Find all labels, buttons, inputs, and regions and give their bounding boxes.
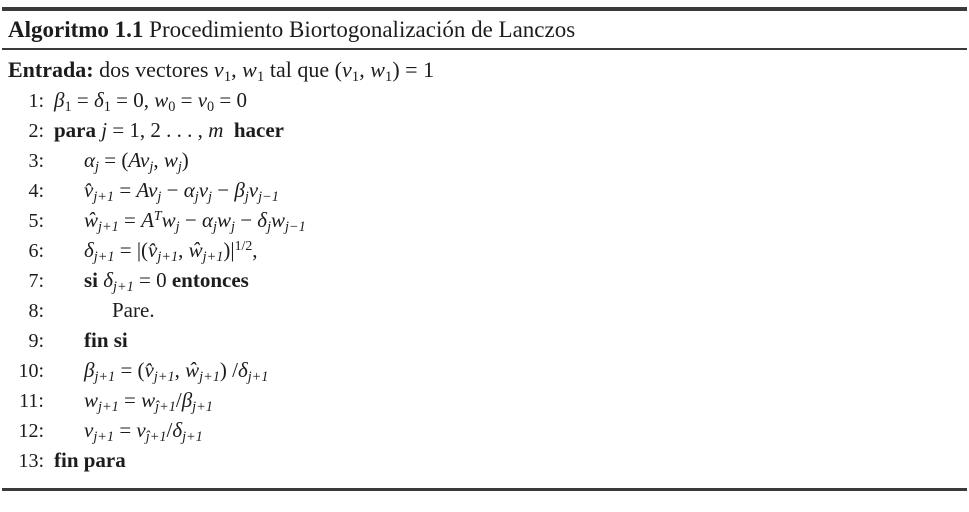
line-number: 11: [19, 390, 44, 412]
math-token: j+1 [247, 368, 269, 385]
math-token: , [252, 238, 258, 262]
line-number: 2: [28, 120, 44, 142]
math-token: Av [136, 178, 158, 202]
math-token: − [179, 208, 202, 232]
math-token: = ( [115, 358, 145, 382]
math-token: )| [223, 238, 235, 262]
math-token: v [341, 57, 352, 82]
math-token: = [175, 88, 198, 112]
math-token: 1 [223, 69, 232, 86]
line-number: 10: [18, 360, 44, 382]
line-content [54, 118, 284, 143]
line-content [54, 388, 213, 413]
math-token: j [244, 188, 249, 205]
math-token: j+1 [182, 428, 203, 445]
math-token: v̂ [148, 238, 158, 262]
math-token: − [234, 208, 258, 232]
math-token: j [213, 218, 217, 235]
math-token: j+1 [202, 248, 224, 265]
math-token: = 1, 2 . . . , [107, 118, 209, 142]
algorithm-line [2, 328, 967, 358]
math-token: j [157, 188, 162, 205]
math-token: 0 [207, 98, 215, 115]
math-token: w [154, 88, 169, 112]
math-token: j+1 [93, 188, 115, 205]
algorithm-line [2, 298, 967, 328]
algorithm-line [2, 178, 967, 208]
math-token: ) [181, 148, 189, 172]
math-token: = [114, 418, 137, 442]
algorithm-line [2, 418, 967, 448]
algorithm-caption [2, 11, 967, 48]
math-token: δ [103, 268, 114, 292]
math-token: A [141, 208, 154, 232]
algorithm-line [2, 238, 967, 268]
math-token: / [175, 388, 182, 412]
math-token: j+1 [94, 368, 116, 385]
math-token: j+1 [98, 398, 119, 415]
math-token: Av [128, 148, 150, 172]
line-number: 8: [28, 300, 44, 322]
math-token: α [201, 208, 213, 232]
math-token: ) = 1 [392, 57, 435, 82]
line-content [54, 328, 128, 353]
algorithm-line [2, 118, 967, 148]
algorithm-line [2, 88, 967, 118]
math-token: 1 [64, 98, 72, 115]
line-number: 4: [28, 180, 44, 202]
math-token: β [54, 88, 65, 112]
line-content [54, 418, 203, 443]
math-token: 1 [103, 98, 111, 115]
math-token: / [166, 418, 173, 442]
math-token: j+1 [93, 428, 115, 445]
math-token: 1 [384, 69, 393, 86]
math-token: hacer [233, 118, 285, 142]
line-number: 7: [28, 270, 44, 292]
math-token: ĵ+1 [155, 398, 176, 415]
algorithm-line [2, 448, 967, 478]
math-token: β [234, 178, 245, 202]
math-token: w [370, 57, 385, 82]
line-content [54, 448, 126, 473]
math-token: j [208, 188, 213, 205]
algorithm-line [2, 208, 967, 238]
math-token: = [118, 208, 142, 232]
math-token: v̂ [144, 358, 154, 382]
math-token: j [267, 218, 272, 235]
math-token: v [84, 418, 94, 442]
math-token: − [161, 178, 184, 202]
math-token: = 0 [133, 268, 172, 292]
math-token: ) / [219, 358, 238, 382]
math-token: 0 [168, 98, 176, 115]
line-number: 1: [28, 90, 44, 112]
algorithm-input-line [2, 50, 967, 87]
math-token: w [242, 57, 257, 82]
math-token: 1 [256, 69, 265, 86]
math-token: ŵ [188, 238, 203, 262]
line-number: 12: [18, 420, 44, 442]
math-token: = 0, [110, 88, 155, 112]
math-token: = [118, 388, 142, 412]
math-token: j−1 [258, 188, 279, 205]
math-token: j [95, 158, 99, 175]
line-content [54, 298, 155, 323]
math-token: w [84, 388, 99, 412]
math-token: δ [237, 358, 248, 382]
math-token: 1/2 [234, 238, 253, 254]
math-token: β [181, 388, 193, 412]
math-token: Entrada: [8, 57, 94, 82]
math-token: tal que ( [264, 57, 342, 82]
math-token: v [213, 57, 224, 82]
math-token: dos vectores [93, 57, 214, 82]
math-token: v [248, 178, 259, 202]
line-content [54, 208, 306, 233]
line-number: 9: [28, 330, 44, 352]
math-token: δ [84, 238, 94, 262]
algorithm-line [2, 388, 967, 418]
math-token: w [161, 208, 176, 232]
math-token: j [194, 188, 199, 205]
math-token: j [177, 158, 182, 175]
math-token: , [359, 57, 371, 82]
math-token: α [84, 148, 96, 172]
math-token: j+1 [157, 248, 179, 265]
line-number: 5: [28, 210, 44, 232]
line-number: 6: [28, 240, 44, 262]
math-token: Algoritmo 1.1 [8, 17, 144, 42]
line-content [54, 148, 189, 173]
math-token: entonces [171, 268, 249, 292]
line-content [54, 88, 247, 113]
math-token: = [71, 88, 94, 112]
math-token: ĵ+1 [145, 428, 167, 445]
math-token: si [84, 268, 104, 292]
math-token: j+1 [192, 398, 213, 415]
algorithm-line [2, 268, 967, 298]
line-number: 3: [28, 150, 44, 172]
math-token: j+1 [113, 278, 134, 295]
algorithm-line [2, 148, 967, 178]
math-token: 1 [351, 69, 360, 86]
math-token: v [136, 418, 146, 442]
algorithm-lines [2, 87, 967, 482]
line-content [54, 268, 249, 293]
math-token: j [101, 118, 108, 142]
math-token: , [231, 57, 243, 82]
math-token: j+1 [199, 368, 220, 385]
line-number: 13: [18, 450, 44, 472]
math-token: ŵ [84, 208, 99, 232]
math-token [223, 118, 234, 142]
math-token: δ [172, 418, 183, 442]
math-token: j [149, 158, 154, 175]
math-token: para [54, 118, 102, 142]
bottom-rule [2, 488, 967, 491]
math-token: j+1 [153, 368, 175, 385]
math-token: v̂ [84, 178, 94, 202]
math-token: ŵ [185, 358, 200, 382]
math-token: j−1 [285, 218, 306, 235]
math-token: fin si [84, 328, 128, 352]
math-token: δ [257, 208, 268, 232]
line-content [54, 238, 258, 263]
math-token: T [153, 208, 162, 224]
math-token: = ( [99, 148, 129, 172]
math-token: j [230, 218, 235, 235]
math-token: , [178, 238, 189, 262]
math-token: α [183, 178, 195, 202]
math-token: j+1 [98, 218, 119, 235]
math-token: , [153, 148, 164, 172]
math-token: δ [93, 88, 104, 112]
math-token: β [84, 358, 95, 382]
math-token: w [271, 208, 286, 232]
math-token: − [212, 178, 235, 202]
math-token: Pare. [112, 298, 155, 322]
math-token: w [216, 208, 231, 232]
math-token: = |( [114, 238, 149, 262]
line-content [54, 178, 279, 203]
math-token: w [141, 388, 156, 412]
algorithm-line [2, 358, 967, 388]
math-token: v [198, 178, 209, 202]
math-token: , [174, 358, 186, 382]
math-token: = [114, 178, 137, 202]
math-token: j [175, 218, 180, 235]
math-token: = 0 [214, 88, 248, 112]
math-token: Procedimiento Biortogonalización de Lanczos [143, 17, 576, 42]
math-token: j+1 [93, 248, 115, 265]
math-token: v [197, 88, 208, 112]
math-token: m [208, 118, 224, 142]
math-token: fin para [54, 448, 126, 472]
math-token: w [163, 148, 178, 172]
line-content [54, 358, 268, 383]
